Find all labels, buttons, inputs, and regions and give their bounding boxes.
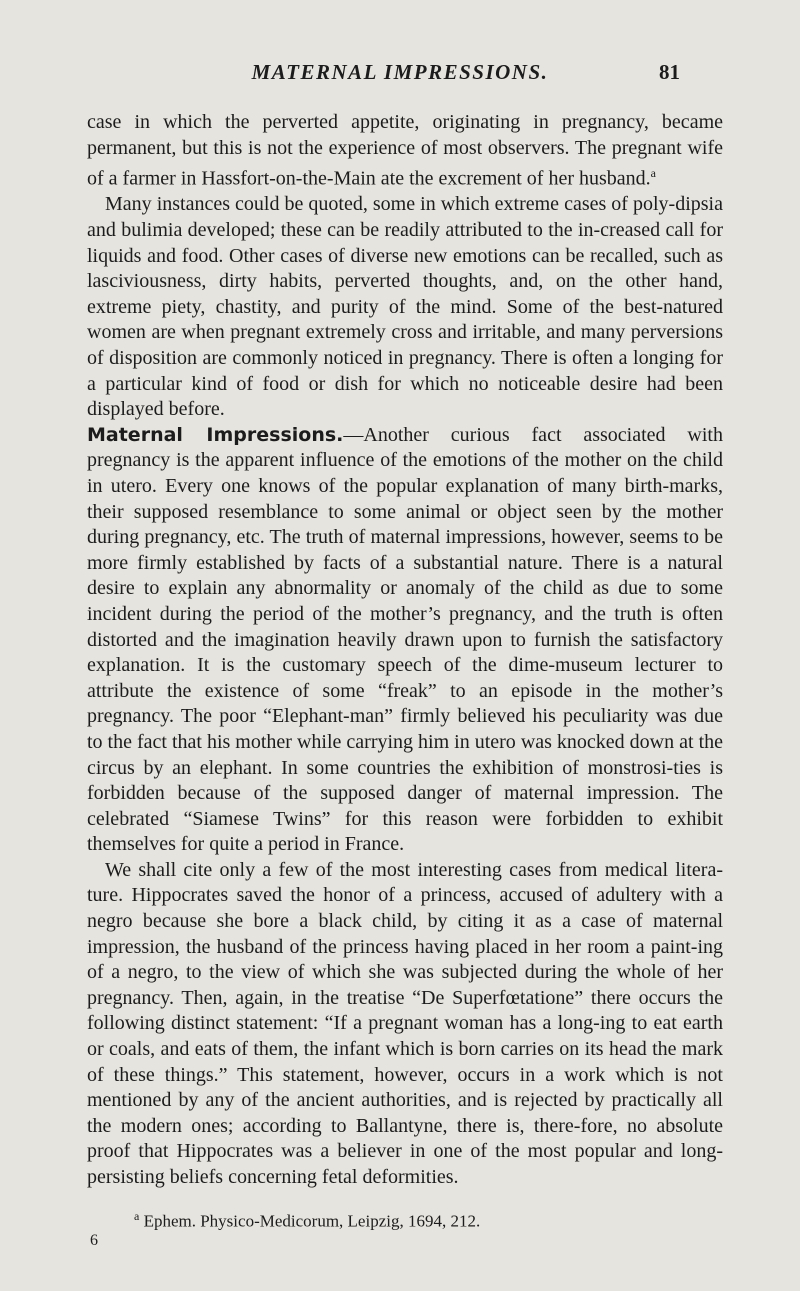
page-header (0, 60, 800, 100)
page-number: 81 (659, 60, 680, 84)
running-head: MATERNAL IMPRESSIONS. (251, 60, 549, 84)
section-heading: Maternal Impressions. (87, 423, 344, 446)
paragraph (87, 423, 723, 858)
paragraph-text: —Another curious fact associated with pregnancy is the apparent influence of the emotions of the mother on the child in utero. Every one knows of the popular explanation of many birth-marks, their supposed resemblance to some animal or object seen by the mother during pregnancy, etc. The truth of maternal impressions, however, seems to be more firmly established by facts of a substantial nature. There is a natural desire to explain any abnormality or anomaly of the child as due to some incident during the period of the mother’s pregnancy, and the truth is often distorted and the imagination heavily drawn upon to furnish the satisfactory explanation. It is the customary speech of the dime-museum lecturer to attribute the existence of some “freak” to an episode in the mother’s pregnancy. The poor “Elephant-man” firmly believed his peculiarity was due to the fact that his mother while carrying him in utero was knocked down at the circus by an elephant. In some countries the exhibition of monstrosi-ties is forbidden because of the supposed danger of maternal impression. The celebrated “Siamese Twins” for this reason were forbidden to exhibit themselves for quite a period in France. (87, 423, 723, 856)
paragraph-text: case in which the perverted appetite, originating in pregnancy, became permanent, but this is not the experience of most observers. The pregnant wife of a farmer in Hassfort-on-the-Main ate the excrement of her husband. (87, 111, 723, 190)
signature-mark: 6 (90, 1232, 98, 1249)
footnote (134, 1209, 714, 1232)
paragraph: We shall cite only a few of the most interesting cases from medical litera-ture. Hippocrates saved the honor of a princess, accused of adultery with a negro because she bore a black child, by citing it as a case of maternal impression, the husband of the princess having placed in her room a paint-ing of a negro, to the view of which she was subjected during the whole of her pregnancy. Then, again, in the treatise “De Superfœtatione” there occurs the following distinct statement: “If a pregnant woman has a long-ing to eat earth or coals, and eats of them, the infant which is born carries on its head the mark of these things.” This statement, however, occurs in a work which is not mentioned by any of the ancient authorities, and is rejected by practically all the modern ones; according to Ballantyne, there is, there-fore, no absolute proof that Hippocrates was a believer in one of the most popular and long-persisting beliefs concerning fetal deformities. (87, 858, 723, 1188)
footnote-mark: a (134, 1209, 140, 1223)
footnote-text: Ephem. Physico-Medicorum, Leipzig, 1694, 212. (143, 1211, 481, 1231)
paragraph (87, 110, 723, 192)
footnote-reference: a (650, 166, 656, 181)
paragraph: Many instances could be quoted, some in which extreme cases of poly-dipsia and bulimia developed; these can be readily attributed to the in-creased call for liquids and food. Other cases of diverse new emotions can be recalled, such as lasciviousness, dirty habits, perverted thoughts, and, on the other hand, extreme piety, chastity, and purity of the mind. Some of the best-natured women are when pregnant extremely cross and irritable, and many perversions of disposition are commonly noticed in pregnancy. There is often a longing for a particular kind of food or dish for which no noticeable desire had been displayed before. (87, 193, 723, 421)
body-text (87, 110, 723, 1191)
